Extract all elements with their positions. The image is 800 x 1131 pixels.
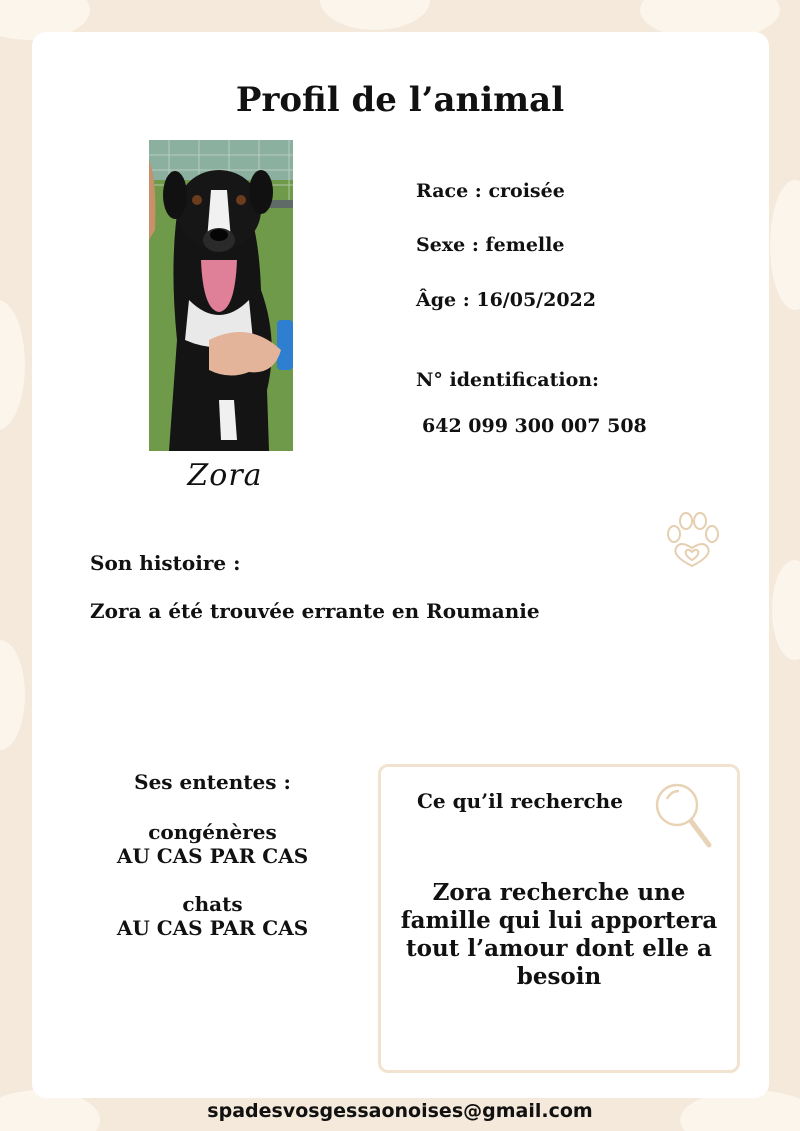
recherche-box <box>378 764 740 1073</box>
recherche-line: besoin <box>516 963 602 990</box>
recherche-title: Ce qu’il recherche <box>417 789 623 813</box>
pet-photo <box>149 140 293 451</box>
ententes-section <box>95 770 330 940</box>
sexe-field: Sexe : femelle <box>416 234 565 256</box>
background-paw <box>772 560 800 660</box>
story-label: Son histoire : <box>90 551 241 575</box>
background-paw <box>0 300 25 430</box>
recherche-text <box>381 879 737 991</box>
id-number: 642 099 300 007 508 <box>422 415 647 437</box>
recherche-line: Zora recherche une <box>432 879 686 906</box>
entente-item-value: AU CAS PAR CAS <box>116 844 309 868</box>
race-field: Race : croisée <box>416 180 565 202</box>
contact-email[interactable]: spadesvosgessaonoises@gmail.com <box>207 1100 593 1122</box>
story-text: Zora a été trouvée errante en Roumanie <box>90 599 540 623</box>
dog-photo-icon <box>149 140 293 451</box>
paw-heart-icon <box>662 510 722 570</box>
ententes-label: Ses ententes : <box>134 770 291 794</box>
entente-item-value: AU CAS PAR CAS <box>116 916 309 940</box>
recherche-line: tout l’amour dont elle a <box>406 935 712 962</box>
background-paw <box>770 180 800 310</box>
recherche-line: famille qui lui apportera <box>400 907 718 934</box>
id-label: N° identification: <box>416 369 600 391</box>
page-title: Profil de l’animal <box>235 80 565 120</box>
age-field: Âge : 16/05/2022 <box>416 289 596 311</box>
background-paw <box>0 640 25 750</box>
background-paw <box>320 0 430 30</box>
magnifier-icon <box>653 781 715 853</box>
entente-item-name: chats <box>182 892 243 916</box>
entente-item-name: congénères <box>148 820 277 844</box>
pet-name: Zora <box>187 458 263 493</box>
